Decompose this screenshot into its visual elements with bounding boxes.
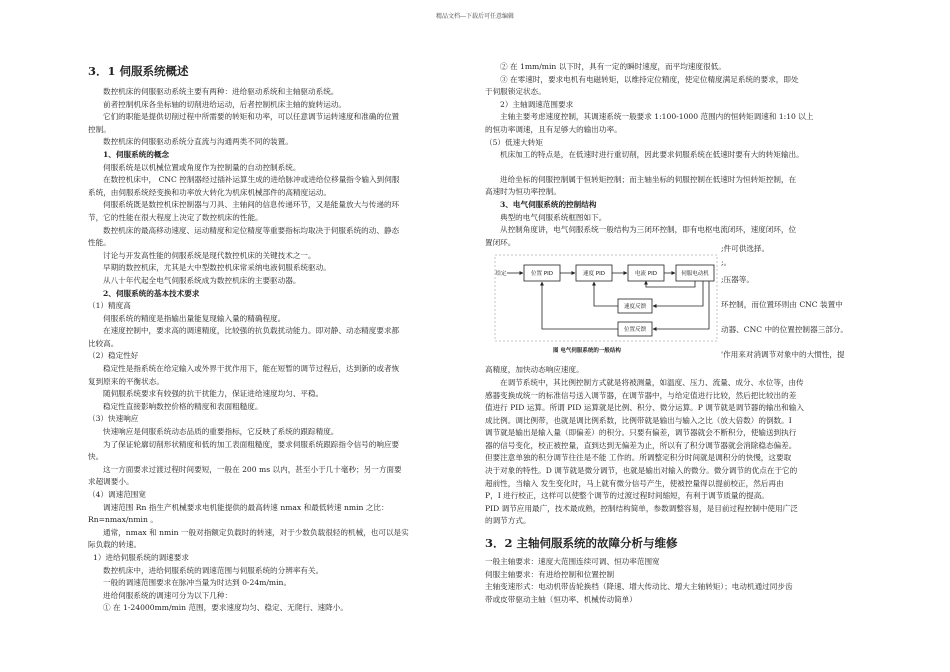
right-column (485, 61, 881, 606)
paragraph: 伺服系统是以机械位置或角度作为控制量的自动控制系统。 (103, 162, 301, 172)
paragraph: 前者控制机床各坐标轴的切削进给运动，后者控制机床主轴的旋转运动。 (103, 99, 346, 109)
paragraph: 数控机床的伺服驱动系统分直流与沟通两类不同的装置。 (103, 137, 293, 147)
paragraph: 从八十年代起全电气伺服系统成为数控机床的主要驱动器。 (103, 275, 301, 285)
subheading: 3、电气伺服系统的控制结构 (500, 199, 597, 209)
paragraph: 典型的电气伺服系统框图如下。 (500, 212, 607, 222)
paragraph: 一般主轴要求：速度大范围连续可调、恒功率范围宽 (485, 557, 660, 567)
input-label: 给定 (495, 271, 507, 278)
paragraph: Rn=nmax/nmin 。 (88, 515, 158, 525)
item-heading: （5）低速大转矩 (485, 137, 543, 147)
paragraph: 控制。 (88, 124, 111, 134)
left-column (88, 58, 466, 615)
spd-fb-label: 速度反馈 (623, 304, 647, 311)
spd-pid-label: 速度 PID (583, 271, 605, 278)
paragraph: 主轴变速形式：电动机带齿轮换档（降速、增大传动比、增大主轴转矩）；电动机通过同步齿 (485, 582, 793, 592)
paragraph: 决于对象的特性。D 调节就是微分调节，也就是输出对输入的微分。微分调节的优点在于它的 (485, 466, 798, 476)
paragraph: 置闭环。 (485, 237, 516, 247)
item-heading: 2）主轴调速范围要求 (500, 99, 574, 109)
figure-block (485, 244, 881, 360)
paragraph: 从控制角度讲，电气伺服系统一般结构为三闭环控制，即有电枢电流闭环，速度闭环，位 (500, 225, 797, 235)
section-title: 3．2 主轴伺服系统的故障分析与维修 (485, 536, 678, 551)
paragraph: 快。 (88, 452, 104, 462)
paragraph: 主轴主要考虑速度控制，其调速系统一般要求 1:100-1000 范围内的恒转矩调速和 1:10 以上 (500, 112, 814, 122)
paragraph: 一般的调速范围要求在脉冲当量为时达到 0-24m/min。 (103, 578, 292, 588)
paragraph: 稳定性直接影响数控价格的精度和表面粗糙度。 (103, 401, 263, 411)
paragraph: 高速时为恒功率控制。 (485, 187, 561, 197)
paragraph: 复到原来的平衡状态。 (88, 376, 164, 386)
paragraph: 性能。 (88, 238, 111, 248)
paragraph: 调速范围 Rn 指生产机械要求电机能提供的最高转速 nmax 和最低转速 nmin 之比： (103, 502, 389, 512)
paragraph: 为了保证轮廓切削形状精度和低的加工表面粗糙度，要求伺服系统跟踪指令信号的响应要 (103, 439, 400, 449)
paragraph: 调节就是输出是输入量（即偏差）的积分。只要有偏差，调节器就会不断积分，使输送到执行 (485, 428, 797, 438)
paragraph: 的调节方式。 (485, 516, 531, 526)
paragraph: 进给伺服系统的调速可分为以下几种： (103, 590, 233, 600)
paragraph: 机床加工的特点是，在低速时进行重切削，因此要求伺服系统在低速时要有大的转矩输出。 (500, 150, 804, 160)
paragraph: 在调节系统中，其比例控制方式就是将被测量，如温度、压力、流量、成分、水位等，由传 (500, 377, 804, 387)
text-fragment: 环控制，而位置环则由 CNC 装置中 (721, 300, 843, 310)
text-fragment: '作用来对消调节对象中的大惯性，提 (721, 350, 845, 360)
figure-caption: 图 电气伺服系统的一般结构 (553, 348, 621, 355)
motor-label: 伺服电动机 (681, 271, 709, 278)
servo-block-diagram (493, 253, 719, 353)
paragraph: 带或皮带驱动主轴（恒功率、机械传动简单） (485, 594, 637, 604)
paragraph: PID 调节应用最广，技术最成熟，控制结构简单，参数调整容易，是目前过程控制中使用广泛 (485, 503, 798, 513)
item-heading: （3）快速响应 (88, 414, 139, 424)
section-title: 3．1 伺服系统概述 (88, 64, 189, 78)
paragraph: 求超调要小。 (88, 477, 134, 487)
paragraph: 器的信号变化，校正被控量，直到达到无偏差为止，所以有了积分调节器就会消除稳态偏差。 (485, 440, 797, 450)
paragraph: 伺服主轴要求：有进给控制和位置控制 (485, 569, 615, 579)
paragraph: 快速响应是伺服系统动态品质的重要指标，它反映了系统的跟踪精度。 (103, 427, 339, 437)
paragraph: ③ 在零速时，要求电机有电磁转矩，以维持定位精度，使定位精度满足系统的要求，即处 (500, 74, 799, 84)
paragraph: 的恒功率调速，且有足够大的输出功率。 (485, 124, 622, 134)
text-fragment: ;件可供选择。 (721, 244, 770, 254)
text-fragment: 动器、CNC 中的位置控制器三部分。 (721, 325, 848, 335)
paragraph: 它们的职能是提供切削过程中所需要的转矩和功率，可以任意调节运转速度和准确的位置 (103, 112, 400, 122)
paragraph: 值进行 PID 运算。所谓 PID 运算就是比例、积分、微分运算。P 调节就是调节器的输出和输入 (485, 403, 804, 413)
paragraph: 际负载的转速。 (88, 540, 142, 550)
pos-pid-label: 位置 PID (531, 271, 553, 278)
paragraph: 感器变换成统一的标准信号送入调节器，在调节器中，与给定值进行比较，然后把比较出的差 (485, 390, 797, 400)
subheading: 1、伺服系统的概念 (103, 149, 170, 159)
paragraph: 这一方面要求过渡过程时间要短，一般在 200 ms 以内，甚至小于几十毫秒；另一方面要 (103, 464, 402, 474)
paragraph: ① 在 1-24000mm/min 范围，要求速度均匀、稳定、无爬行、速降小。 (103, 603, 348, 613)
paragraph: 成比例。调比例带，也就是调比例系数，比例带就是输出与输入之比（放大倍数）的倒数。I (485, 415, 792, 425)
paragraph: 但要注意单独的积分调节往往是不能 工作的。所调整定积分时间就是调积分的快慢，这要取 (485, 453, 792, 463)
paragraph: 稳定性是指系统在给定输入或外界干扰作用下，能在短暂的调节过程后，达到新的或者恢 (103, 364, 400, 374)
text-fragment: ;压器等。 (721, 275, 754, 285)
item-heading: （4）调速范围宽 (88, 490, 146, 499)
paragraph: 伺服系统既是数控机床控制器与刀具、主轴间的信息传递环节，又是能量放大与传递的环 (103, 200, 400, 210)
paragraph: ② 在 1mm/min 以下时，具有一定的瞬时速度，而平均速度很低。 (500, 62, 726, 71)
paragraph: 数控机床中，进给伺服系统的调速范围与伺服系统的分辨率有关。 (103, 565, 324, 575)
paragraph: 比较高。 (88, 338, 119, 348)
paragraph: 数控机床的最高移动速度、运动精度和定位精度等重要指标均取决于伺服系统的动、静态 (103, 225, 400, 235)
paragraph: 于伺服锁定状态。 (485, 87, 546, 97)
paragraph: 系统，由伺服系统经变换和功率放大转化为机床机械部件的高精度运动。 (88, 187, 331, 197)
paragraph: P，I 进行校正，这样可以使整个调节的过渡过程时间缩短，有利于调节质量的提高。 (485, 491, 769, 501)
paragraph: 早期的数控机床，尤其是大中型数控机床常采纳电液伺服系统驱动。 (103, 263, 331, 273)
paragraph: 超前性，当输入 发生变化时，马上就有微分信号产生，使被控量得以提前校正，然后再由 (485, 478, 784, 488)
paragraph: 节，它的性能在很大程度上决定了数控机床的性能。 (88, 212, 263, 222)
paragraph: 进给坐标的伺服控制属于恒转矩控制；而主轴坐标的伺服控制在低速时为恒转矩控制，在 (500, 174, 797, 184)
paragraph: 高精度，加快动态响应速度。 (485, 365, 584, 375)
subheading: 2、伺服系统的基本技术要求 (103, 288, 200, 298)
paragraph: 随伺服系统要求有较强的抗干扰能力，保证进给速度均匀、平稳。 (103, 389, 324, 399)
page-header: 精品文档---下载后可任意编辑 (435, 13, 515, 20)
paragraph: 数控机床的伺服驱动系统主要有两种：进给驱动系统和主轴驱动系统。 (103, 87, 339, 96)
item-heading: （1）精度高 (88, 301, 131, 311)
text-fragment: ;。 (721, 258, 732, 268)
paragraph: 在数控机床中， CNC 控制器经过插补运算生成的进给脉冲或进给位移量指令输入到伺服 (103, 175, 400, 185)
item-heading: 1）进给伺服系统的调速要求 (93, 552, 189, 562)
paragraph: 通常，nmax 和 nmin 一般对指额定负载时的转速，对于少数负载很轻的机械，也可以是实 (103, 527, 409, 537)
paragraph: 伺服系统的精度是指输出量能复现输入量的精确程度。 (103, 313, 286, 323)
paragraph: 在速度控制中，要求高的调速精度，比较强的抗负载扰动能力。即对静、动态精度要求都 (103, 326, 400, 336)
pos-fb-label: 位置反馈 (623, 327, 647, 334)
paragraph: 讨论与开发高性能的伺服系统是现代数控机床的关键技术之一。 (103, 250, 316, 260)
cur-label: 电流 PID (635, 271, 657, 278)
item-heading: （2）稳定性好 (88, 351, 139, 361)
